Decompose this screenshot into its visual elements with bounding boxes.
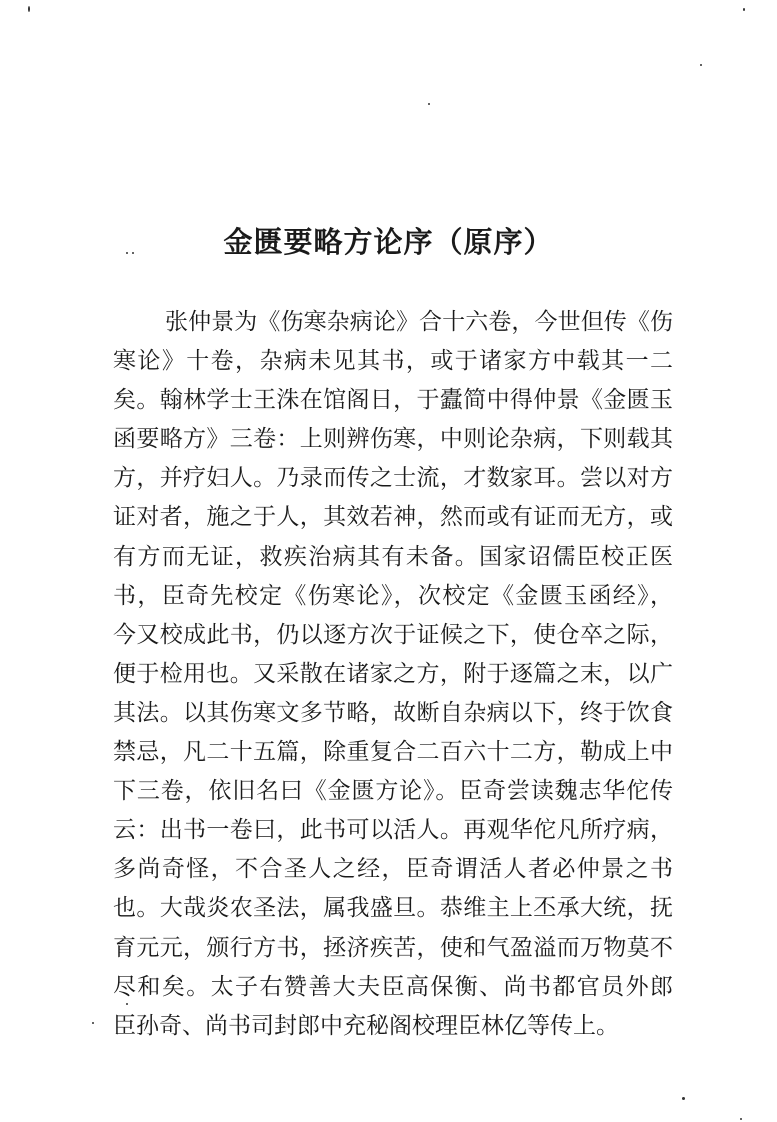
text-line: 张仲景为《伤寒杂病论》合十六卷，今世但传《伤 [165, 309, 673, 335]
text-line: 矣。翰林学士王洙在馆阁日，于蠹简中得仲景《金匮玉 [113, 387, 673, 414]
text-line: 多尚奇怪，不合圣人之经，臣奇谓活人者必仲景之书 [113, 856, 673, 883]
text-line: 今又校成此书，仍以逐方次于证候之下，使仓卒之际， [113, 621, 673, 648]
text-line: 寒论》十卷，杂病未见其书，或于诸家方中载其一二 [113, 348, 673, 375]
scan-speck [740, 1118, 742, 1120]
text-line: 书，臣奇先校定《伤寒论》，次校定《金匮玉函经》， [113, 582, 673, 609]
text-line: 云：出书一卷曰，此书可以活人。再观华佗凡所疗病， [113, 817, 673, 844]
scan-speck [682, 1097, 685, 1100]
preface-body [113, 303, 673, 1046]
page-title: 金匮要略方论序（原序） [223, 225, 554, 259]
text-line: 育元元，颁行方书，拯济疾苦，使和气盈溢而万物莫不 [113, 934, 673, 961]
text-line: 禁忌，凡二十五篇，除重复合二百六十二方，勒成上中 [113, 739, 673, 766]
text-line: 证对者，施之于人，其效若神，然而或有证而无方，或 [113, 504, 673, 531]
scan-speck [700, 64, 702, 66]
text-line: 便于检用也。又采散在诸家之方，附于逐篇之末，以广 [113, 660, 673, 687]
scan-speck [428, 103, 430, 105]
text-line: 有方而无证，救疾治病其有未备。国家诏儒臣校正医 [113, 543, 673, 570]
text-line: 其法。以其伤寒文多节略，故断自杂病以下，终于饮食 [113, 699, 673, 726]
text-line: 方，并疗妇人。乃录而传之士流，才数家耳。尝以对方 [113, 465, 673, 492]
text-line: 下三卷，依旧名曰《金匮方论》。臣奇尝读魏志华佗传 [113, 778, 673, 805]
text-line: 尽和矣。太子右赞善大夫臣高保衡、尚书都官员外郎 [113, 973, 673, 1000]
scan-speck [743, 8, 745, 11]
scan-speck [92, 1022, 94, 1024]
text-line: 也。大哉炎农圣法，属我盛旦。恭维主上丕承大统，抚 [113, 895, 673, 922]
text-line: 函要略方》三卷：上则辨伤寒，中则论杂病，下则载其 [113, 426, 673, 453]
text-line: 臣孙奇、尚书司封郎中充秘阁校理臣林亿等传上。 [113, 1012, 619, 1039]
scan-speck [28, 6, 30, 12]
